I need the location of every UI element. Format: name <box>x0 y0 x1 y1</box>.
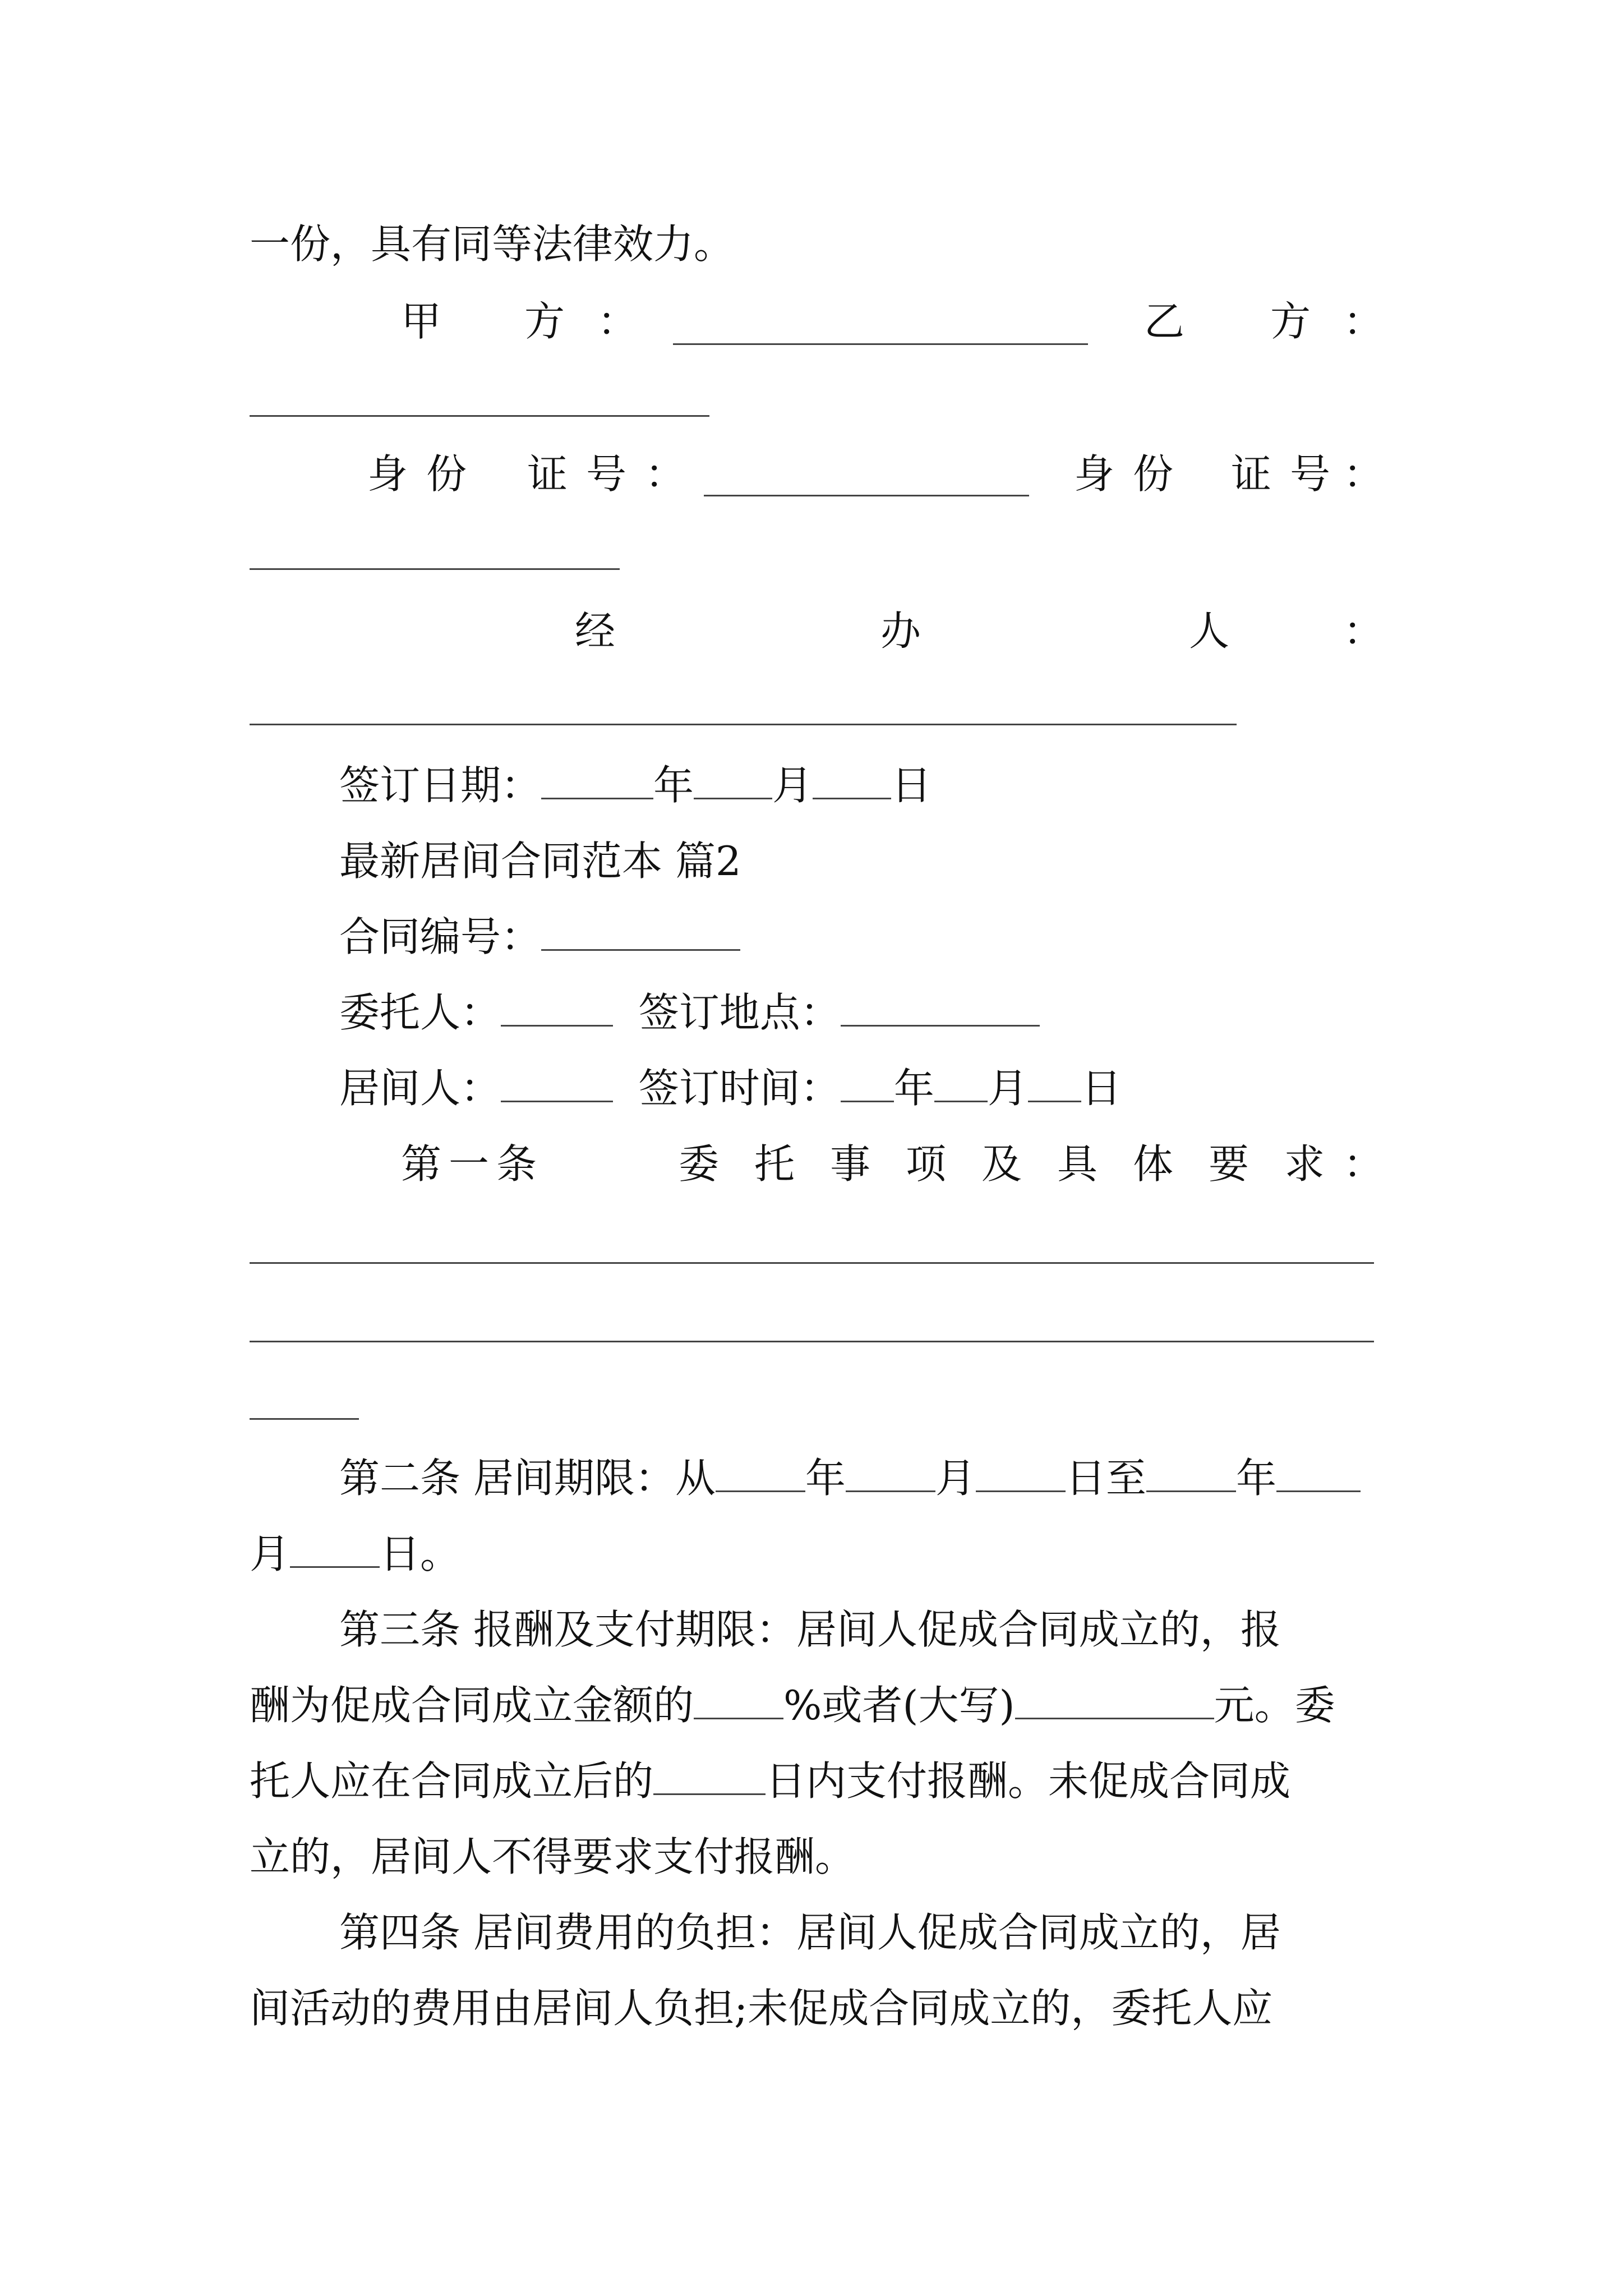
article2-year: 年 <box>805 1455 846 1502</box>
contract-no-label: 合同编号： <box>339 913 542 960</box>
id-label-a-char: 份 <box>426 450 467 498</box>
article3-text: 元。委 <box>1214 1682 1335 1729</box>
id-number-b-blank[interactable] <box>250 568 620 570</box>
broker-blank[interactable] <box>501 1064 613 1102</box>
handler-label-char: 人 <box>1189 608 1230 655</box>
article3-text: %或者(大写) <box>783 1682 1015 1729</box>
article1-char: 求 <box>1284 1140 1325 1188</box>
period-start-day-blank[interactable] <box>976 1453 1066 1492</box>
party-b-label-char: 方 <box>1270 298 1311 345</box>
party-a-label-char: 甲 <box>401 298 442 345</box>
article2-line2 <box>250 1529 460 1579</box>
article1-char: 一 <box>449 1140 490 1188</box>
article2-month2: 月 <box>250 1530 291 1577</box>
time-month-label: 月 <box>987 1065 1028 1112</box>
article3-line3 <box>250 1756 1290 1806</box>
party-a-blank[interactable] <box>673 343 1088 345</box>
sign-month-label: 月 <box>772 762 813 809</box>
broker-line <box>339 1063 1122 1114</box>
sign-time-label: 签订时间： <box>638 1065 841 1112</box>
time-year-label: 年 <box>893 1065 934 1112</box>
article4-line1: 第四条 居间费用的负担：居间人促成合同成立的，居 <box>339 1909 1281 1956</box>
article1-blank-line[interactable] <box>250 1262 1374 1264</box>
id-label-b-char: 证 <box>1231 450 1272 498</box>
id-label-a-char: ： <box>645 450 686 498</box>
client-label: 委托人： <box>339 989 501 1036</box>
article1-char: 条 <box>496 1140 537 1188</box>
sign-date-label: 签订日期： <box>339 762 542 809</box>
party-b-label-char: ： <box>1343 298 1384 345</box>
time-day-blank[interactable] <box>1028 1064 1081 1102</box>
article1-char: 托 <box>754 1140 795 1188</box>
sign-place-blank[interactable] <box>841 988 1040 1027</box>
id-label-a-char: 号 <box>586 450 627 498</box>
article2-year2: 年 <box>1235 1455 1276 1502</box>
sign-date-line <box>339 760 932 811</box>
sign-place-label: 签订地点： <box>638 989 841 1036</box>
id-label-a-char: 证 <box>527 450 568 498</box>
article1-blank-line[interactable] <box>250 1418 359 1420</box>
sign-day-blank[interactable] <box>813 761 891 799</box>
article4-line2: 间活动的费用由居间人负担;未促成合同成立的，委托人应 <box>250 1985 1273 2032</box>
party-b-blank[interactable] <box>250 415 709 417</box>
id-label-a-char: 身 <box>367 450 408 498</box>
handler-label-char: 办 <box>880 608 921 655</box>
client-line <box>339 987 1040 1038</box>
broker-label: 居间人： <box>339 1065 501 1112</box>
article1-char: ： <box>1343 1140 1384 1188</box>
contract-no-blank[interactable] <box>541 912 740 951</box>
id-label-b-char: 身 <box>1074 450 1115 498</box>
article3-text: 托人应在合同成立后的 <box>250 1757 654 1805</box>
article3-line1: 第三条 报酬及支付期限：居间人促成合同成立的，报 <box>339 1606 1281 1653</box>
sign-year-label: 年 <box>653 762 694 809</box>
article3-text: 日内支付报酬。未促成合同成 <box>766 1757 1291 1805</box>
period-start-year-blank[interactable] <box>716 1453 805 1492</box>
reward-percent-blank[interactable] <box>694 1681 783 1719</box>
client-blank[interactable] <box>501 988 613 1027</box>
time-year-blank[interactable] <box>841 1064 894 1102</box>
payment-days-blank[interactable] <box>653 1756 766 1795</box>
article1-char: 体 <box>1133 1140 1174 1188</box>
sign-day-label: 日 <box>891 762 932 809</box>
contract-no-line <box>339 912 740 962</box>
id-label-b-char: 号 <box>1290 450 1331 498</box>
article1-char: 第 <box>401 1140 442 1188</box>
period-end-day-blank[interactable] <box>290 1529 380 1568</box>
time-day-label: 日 <box>1081 1065 1122 1112</box>
article2-month: 月 <box>935 1455 976 1502</box>
article3-line4: 立的，居间人不得要求支付报酬。 <box>250 1833 856 1880</box>
article1-char: 事 <box>830 1140 871 1188</box>
id-number-a-blank[interactable] <box>704 495 1029 496</box>
article2-day-to: 日至 <box>1065 1455 1146 1502</box>
sign-year-blank[interactable] <box>541 761 653 799</box>
party-a-label-char: ： <box>597 298 638 345</box>
handler-label-char: 经 <box>575 608 616 655</box>
sign-month-blank[interactable] <box>694 761 772 799</box>
section-heading: 最新居间合同范本 篇2 <box>339 838 741 885</box>
article2-day-end: 日。 <box>380 1530 461 1577</box>
time-month-blank[interactable] <box>934 1064 988 1102</box>
party-b-label-char: 乙 <box>1144 298 1185 345</box>
handler-blank[interactable] <box>250 724 1237 725</box>
reward-amount-blank[interactable] <box>1015 1681 1214 1719</box>
article1-char: 项 <box>906 1140 947 1188</box>
party-a-label-char: 方 <box>524 298 565 345</box>
article3-line2 <box>250 1680 1335 1731</box>
article2-prefix: 第二条 居间期限：从 <box>339 1455 716 1502</box>
handler-label-char: ： <box>1343 608 1384 655</box>
text-line: 一份，具有同等法律效力。 <box>250 220 735 268</box>
article2-line1 <box>339 1453 1361 1503</box>
article1-char: 具 <box>1057 1140 1098 1188</box>
article3-text: 酬为促成合同成立金额的 <box>250 1682 694 1729</box>
period-start-month-blank[interactable] <box>846 1453 935 1492</box>
article1-char: 及 <box>981 1140 1022 1188</box>
period-end-year-blank[interactable] <box>1146 1453 1236 1492</box>
article1-char: 委 <box>679 1140 720 1188</box>
article1-char: 要 <box>1209 1140 1249 1188</box>
article1-blank-line[interactable] <box>250 1341 1374 1342</box>
id-label-b-char: ： <box>1343 450 1384 498</box>
period-end-month-blank[interactable] <box>1276 1453 1361 1492</box>
id-label-b-char: 份 <box>1133 450 1174 498</box>
